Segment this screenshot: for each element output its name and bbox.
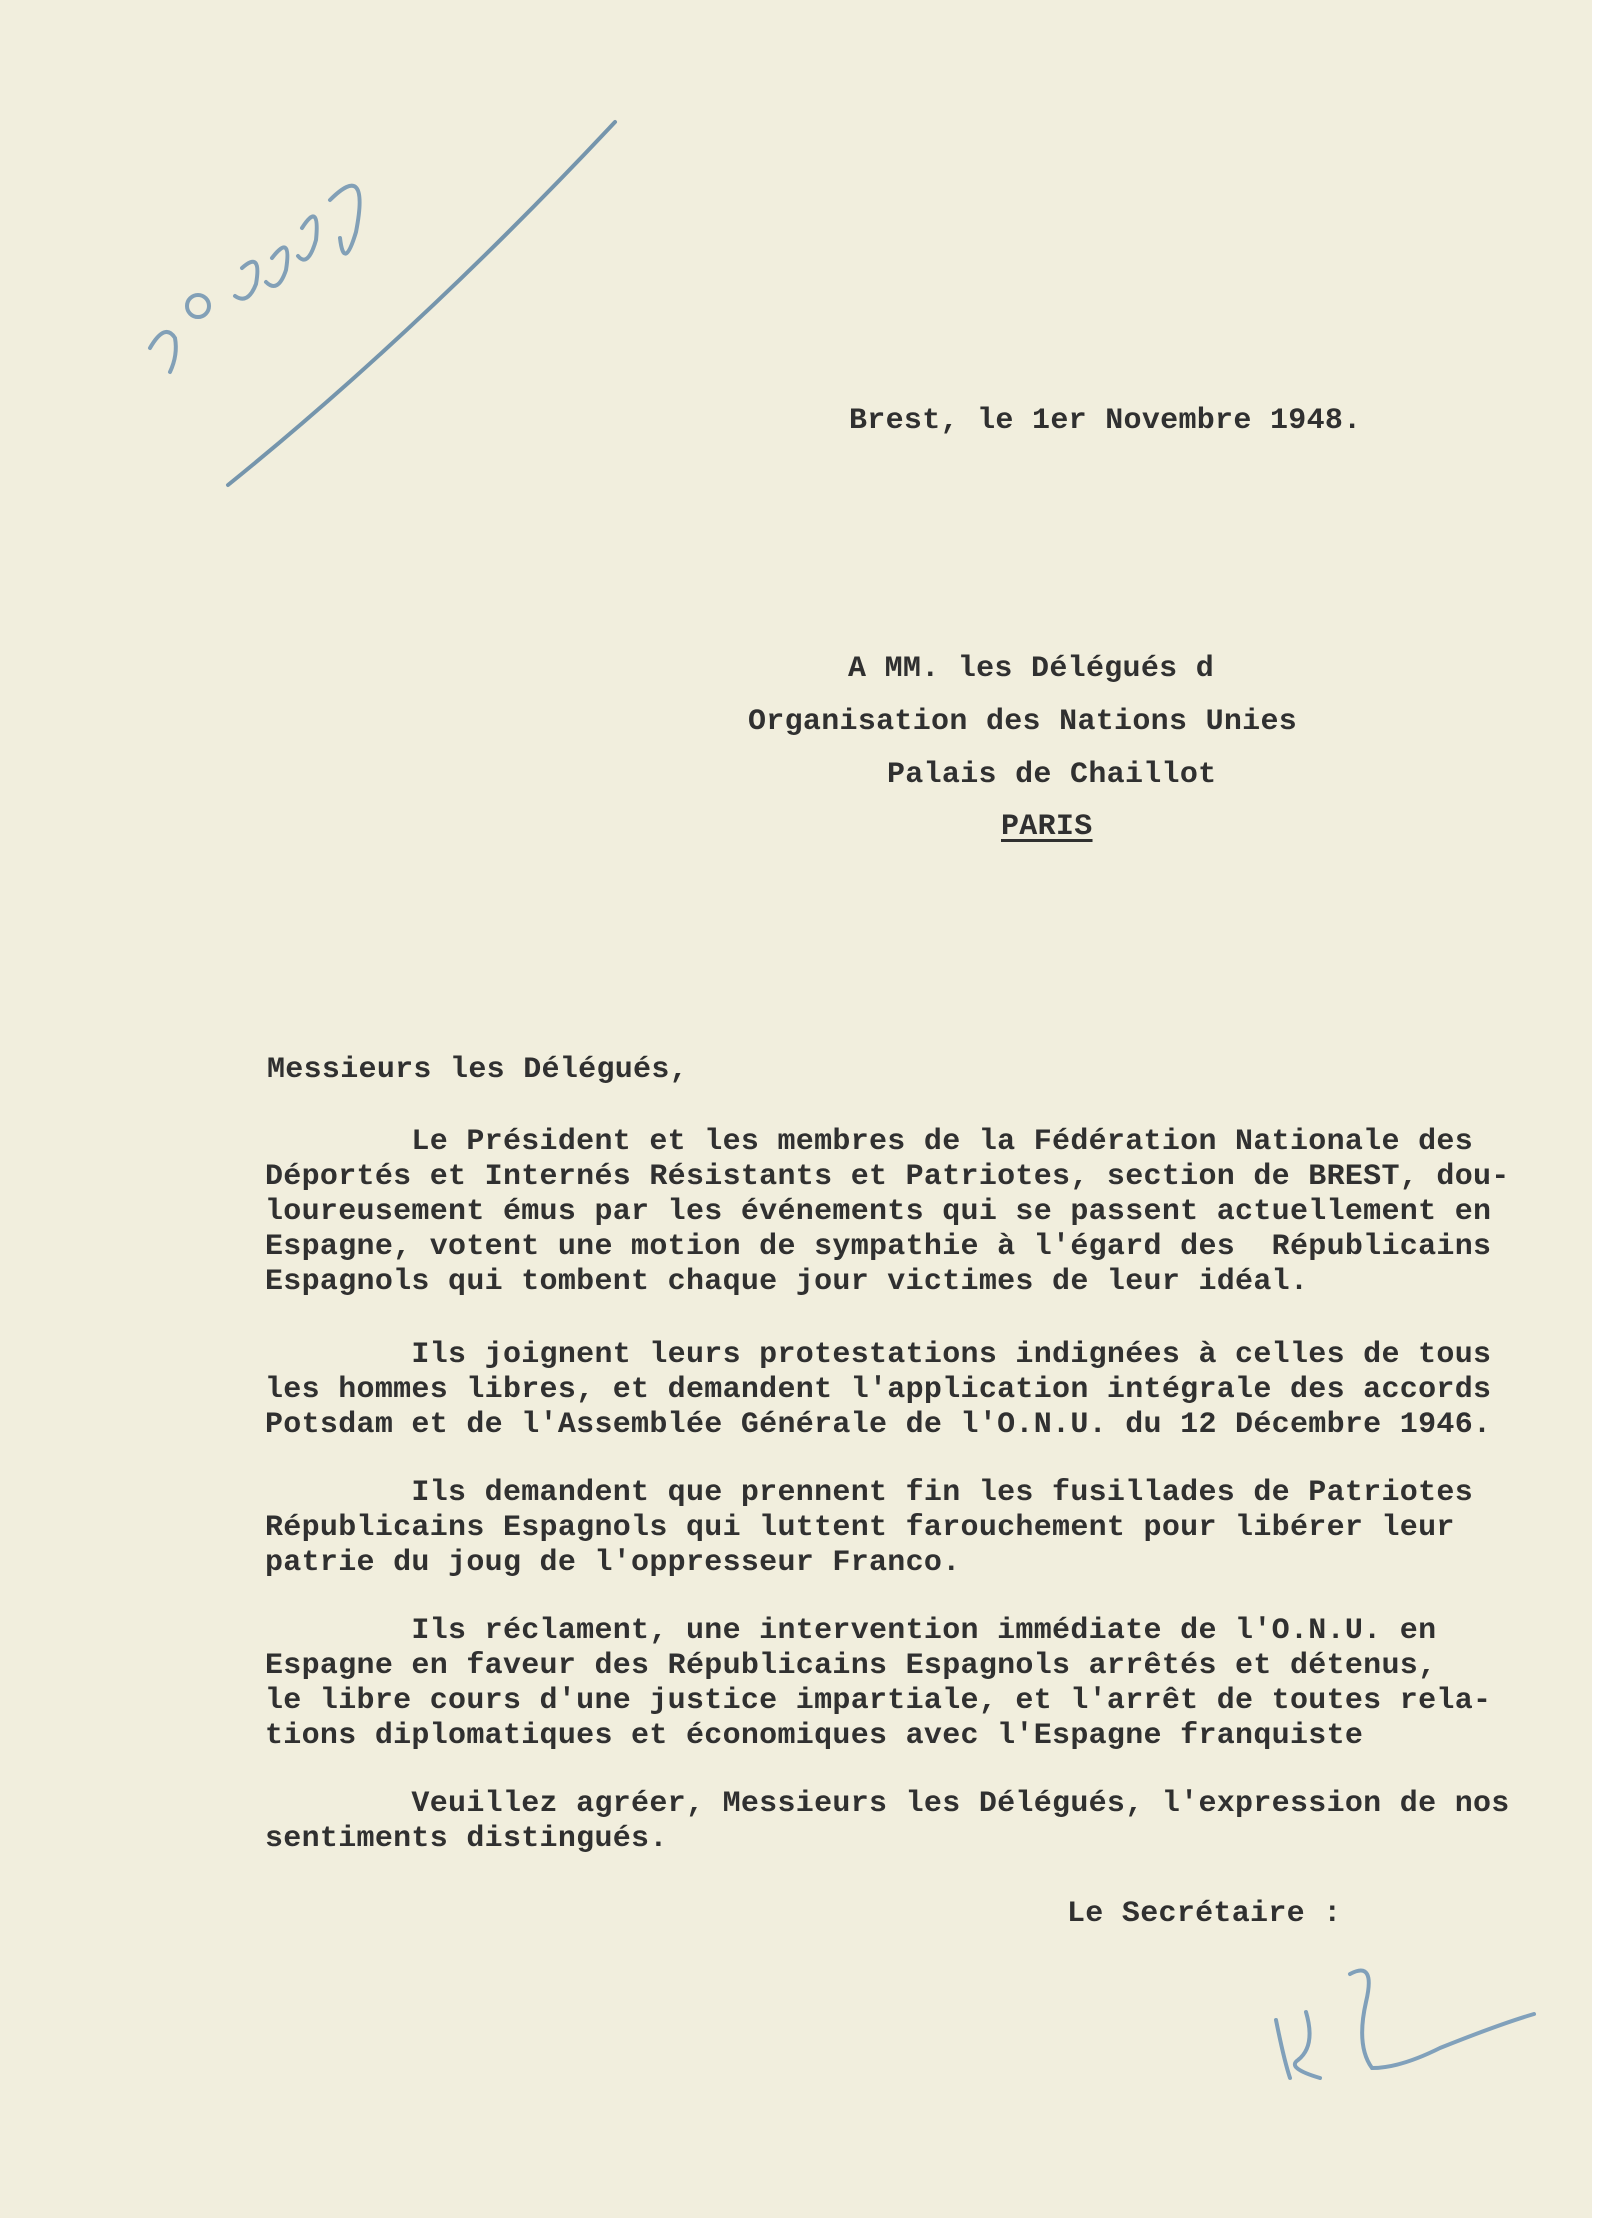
signature bbox=[1276, 1971, 1534, 2079]
recipient-line-3: Palais de Chaillot bbox=[887, 758, 1217, 792]
paragraph-1-line-1: Le Président et les membres de la Fédération Nationale des bbox=[265, 1125, 1473, 1159]
signature-title: Le Secrétaire : bbox=[1067, 1897, 1342, 1931]
paragraph-5-line-2: sentiments distingués. bbox=[265, 1822, 668, 1856]
date-line: Brest, le 1er Novembre 1948. bbox=[849, 404, 1362, 438]
paragraph-1-line-5: Espagnols qui tombent chaque jour victimes de leur idéal. bbox=[265, 1265, 1309, 1299]
paragraph-2-line-3: Potsdam et de l'Assemblée Générale de l'O.N.U. du 12 Décembre 1946. bbox=[265, 1408, 1492, 1442]
recipient-line-2: Organisation des Nations Unies bbox=[748, 705, 1298, 739]
pencil-stroke bbox=[228, 122, 615, 485]
paragraph-3-line-1: Ils demandent que prennent fin les fusillades de Patriotes bbox=[265, 1476, 1473, 1510]
salutation: Messieurs les Délégués, bbox=[267, 1053, 688, 1087]
paragraph-2-line-1: Ils joignent leurs protestations indignées à celles de tous bbox=[265, 1338, 1492, 1372]
reference-number-mark bbox=[150, 186, 360, 372]
paragraph-5-line-1: Veuillez agréer, Messieurs les Délégués, l'expression de nos bbox=[265, 1787, 1510, 1821]
paragraph-3-line-3: patrie du joug de l'oppresseur Franco. bbox=[265, 1546, 961, 1580]
recipient-city: PARIS bbox=[1001, 810, 1093, 844]
paragraph-1-line-2: Déportés et Internés Résistants et Patriotes, section de BREST, dou- bbox=[265, 1160, 1510, 1194]
paragraph-4-line-2: Espagne en faveur des Républicains Espagnols arrêtés et détenus, bbox=[265, 1649, 1437, 1683]
paragraph-4-line-4: tions diplomatiques et économiques avec l'Espagne franquiste bbox=[265, 1719, 1364, 1753]
paragraph-2-line-2: les hommes libres, et demandent l'application intégrale des accords bbox=[265, 1373, 1492, 1407]
paragraph-4-line-3: le libre cours d'une justice impartiale, et l'arrêt de toutes rela- bbox=[265, 1684, 1492, 1718]
paragraph-1-line-4: Espagne, votent une motion de sympathie à l'égard des Républicains bbox=[265, 1230, 1492, 1264]
paragraph-4-line-1: Ils réclament, une intervention immédiate de l'O.N.U. en bbox=[265, 1614, 1437, 1648]
scan-edge bbox=[1592, 0, 1602, 2218]
recipient-line-1: A MM. les Délégués d bbox=[848, 652, 1215, 686]
paragraph-1-line-3: loureusement émus par les événements qui se passent actuellement en bbox=[265, 1195, 1492, 1229]
paragraph-3-line-2: Républicains Espagnols qui luttent farouchement pour libérer leur bbox=[265, 1511, 1455, 1545]
